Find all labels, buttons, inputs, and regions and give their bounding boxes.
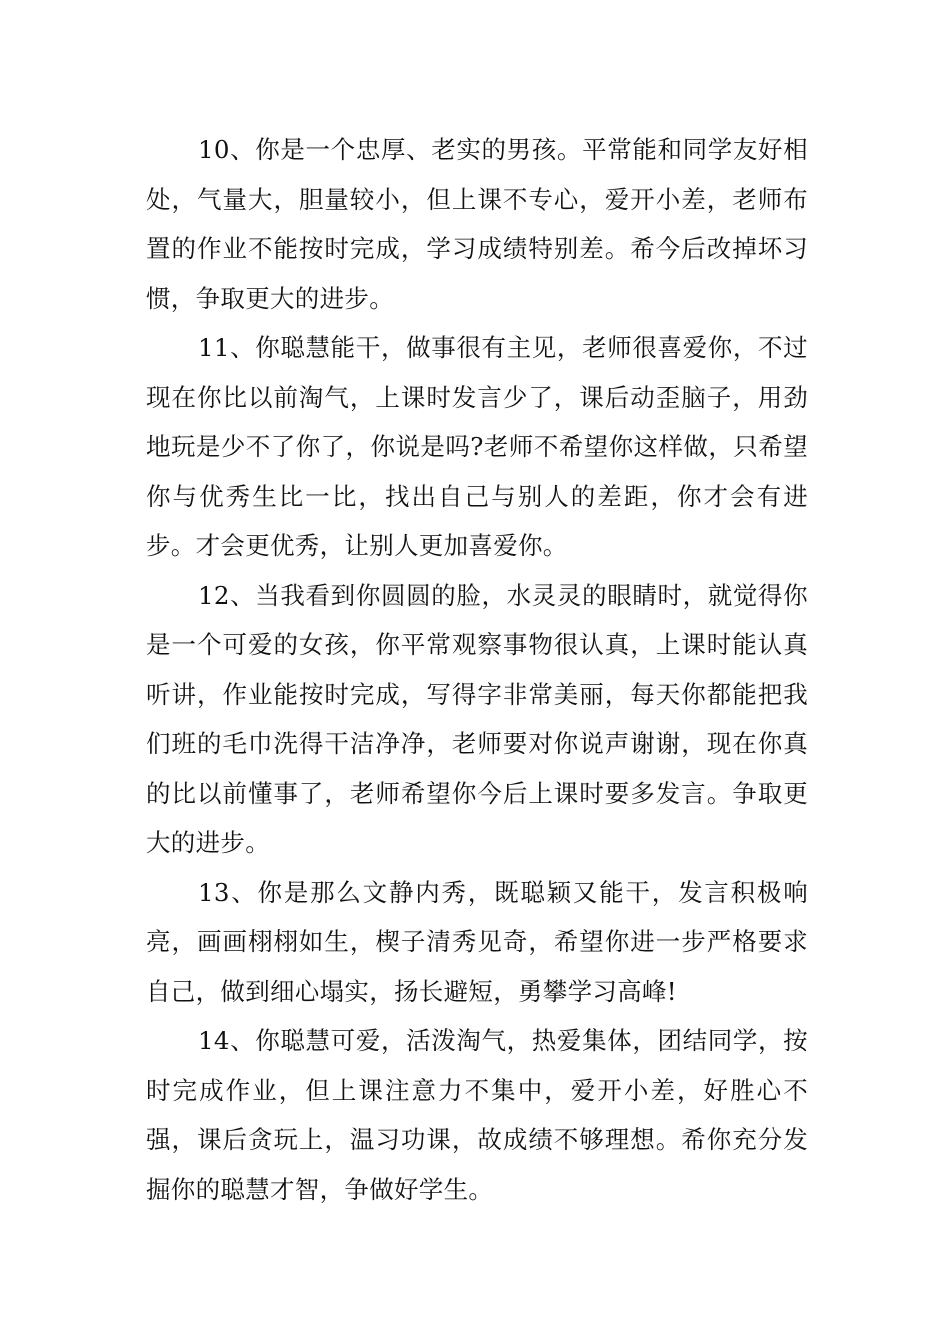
- comment-paragraph-13: 13、你是那么文静内秀，既聪颖又能干，发言积极响亮，画画栩栩如生，楔子清秀见奇，希望你进一步严格要求自己，做到细心塌实，扬长避短，勇攀学习高峰!: [146, 877, 808, 1006]
- document-body: [146, 125, 808, 1214]
- comment-paragraph-14: 14、你聪慧可爱，活泼淘气，热爱集体，团结同学，按时完成作业，但上课注意力不集中，爱开小差，好胜心不强，课后贪玩上，温习功课，故成绩不够理想。希你充分发掘你的聪慧才智，争做好学生。: [146, 1026, 808, 1204]
- comment-paragraph-10: 10、你是一个忠厚、老实的男孩。平常能和同学友好相处，气量大，胆量较小，但上课不专心，爱开小差，老师布置的作业不能按时完成，学习成绩特别差。希今后改掉坏习惯，争取更大的进步。: [146, 135, 808, 313]
- comment-paragraph-11: 11、你聪慧能干，做事很有主见，老师很喜爱你，不过现在你比以前淘气，上课时发言少了，课后动歪脑子，用劲地玩是少不了你了，你说是吗?老师不希望你这样做，只希望你与优秀生比一比，找出自己与别人的差距，你才会有进步。才会更优秀，让别人更加喜爱你。: [146, 333, 808, 560]
- comment-paragraph-12: 12、当我看到你圆圆的脸，水灵灵的眼睛时，就觉得你是一个可爱的女孩，你平常观察事物很认真，上课时能认真听讲，作业能按时完成，写得字非常美丽，每天你都能把我们班的毛巾洗得干洁净净，老师要对你说声谢谢，现在你真的比以前懂事了，老师希望你今后上课时要多发言。争取更大的进步。: [146, 580, 808, 857]
